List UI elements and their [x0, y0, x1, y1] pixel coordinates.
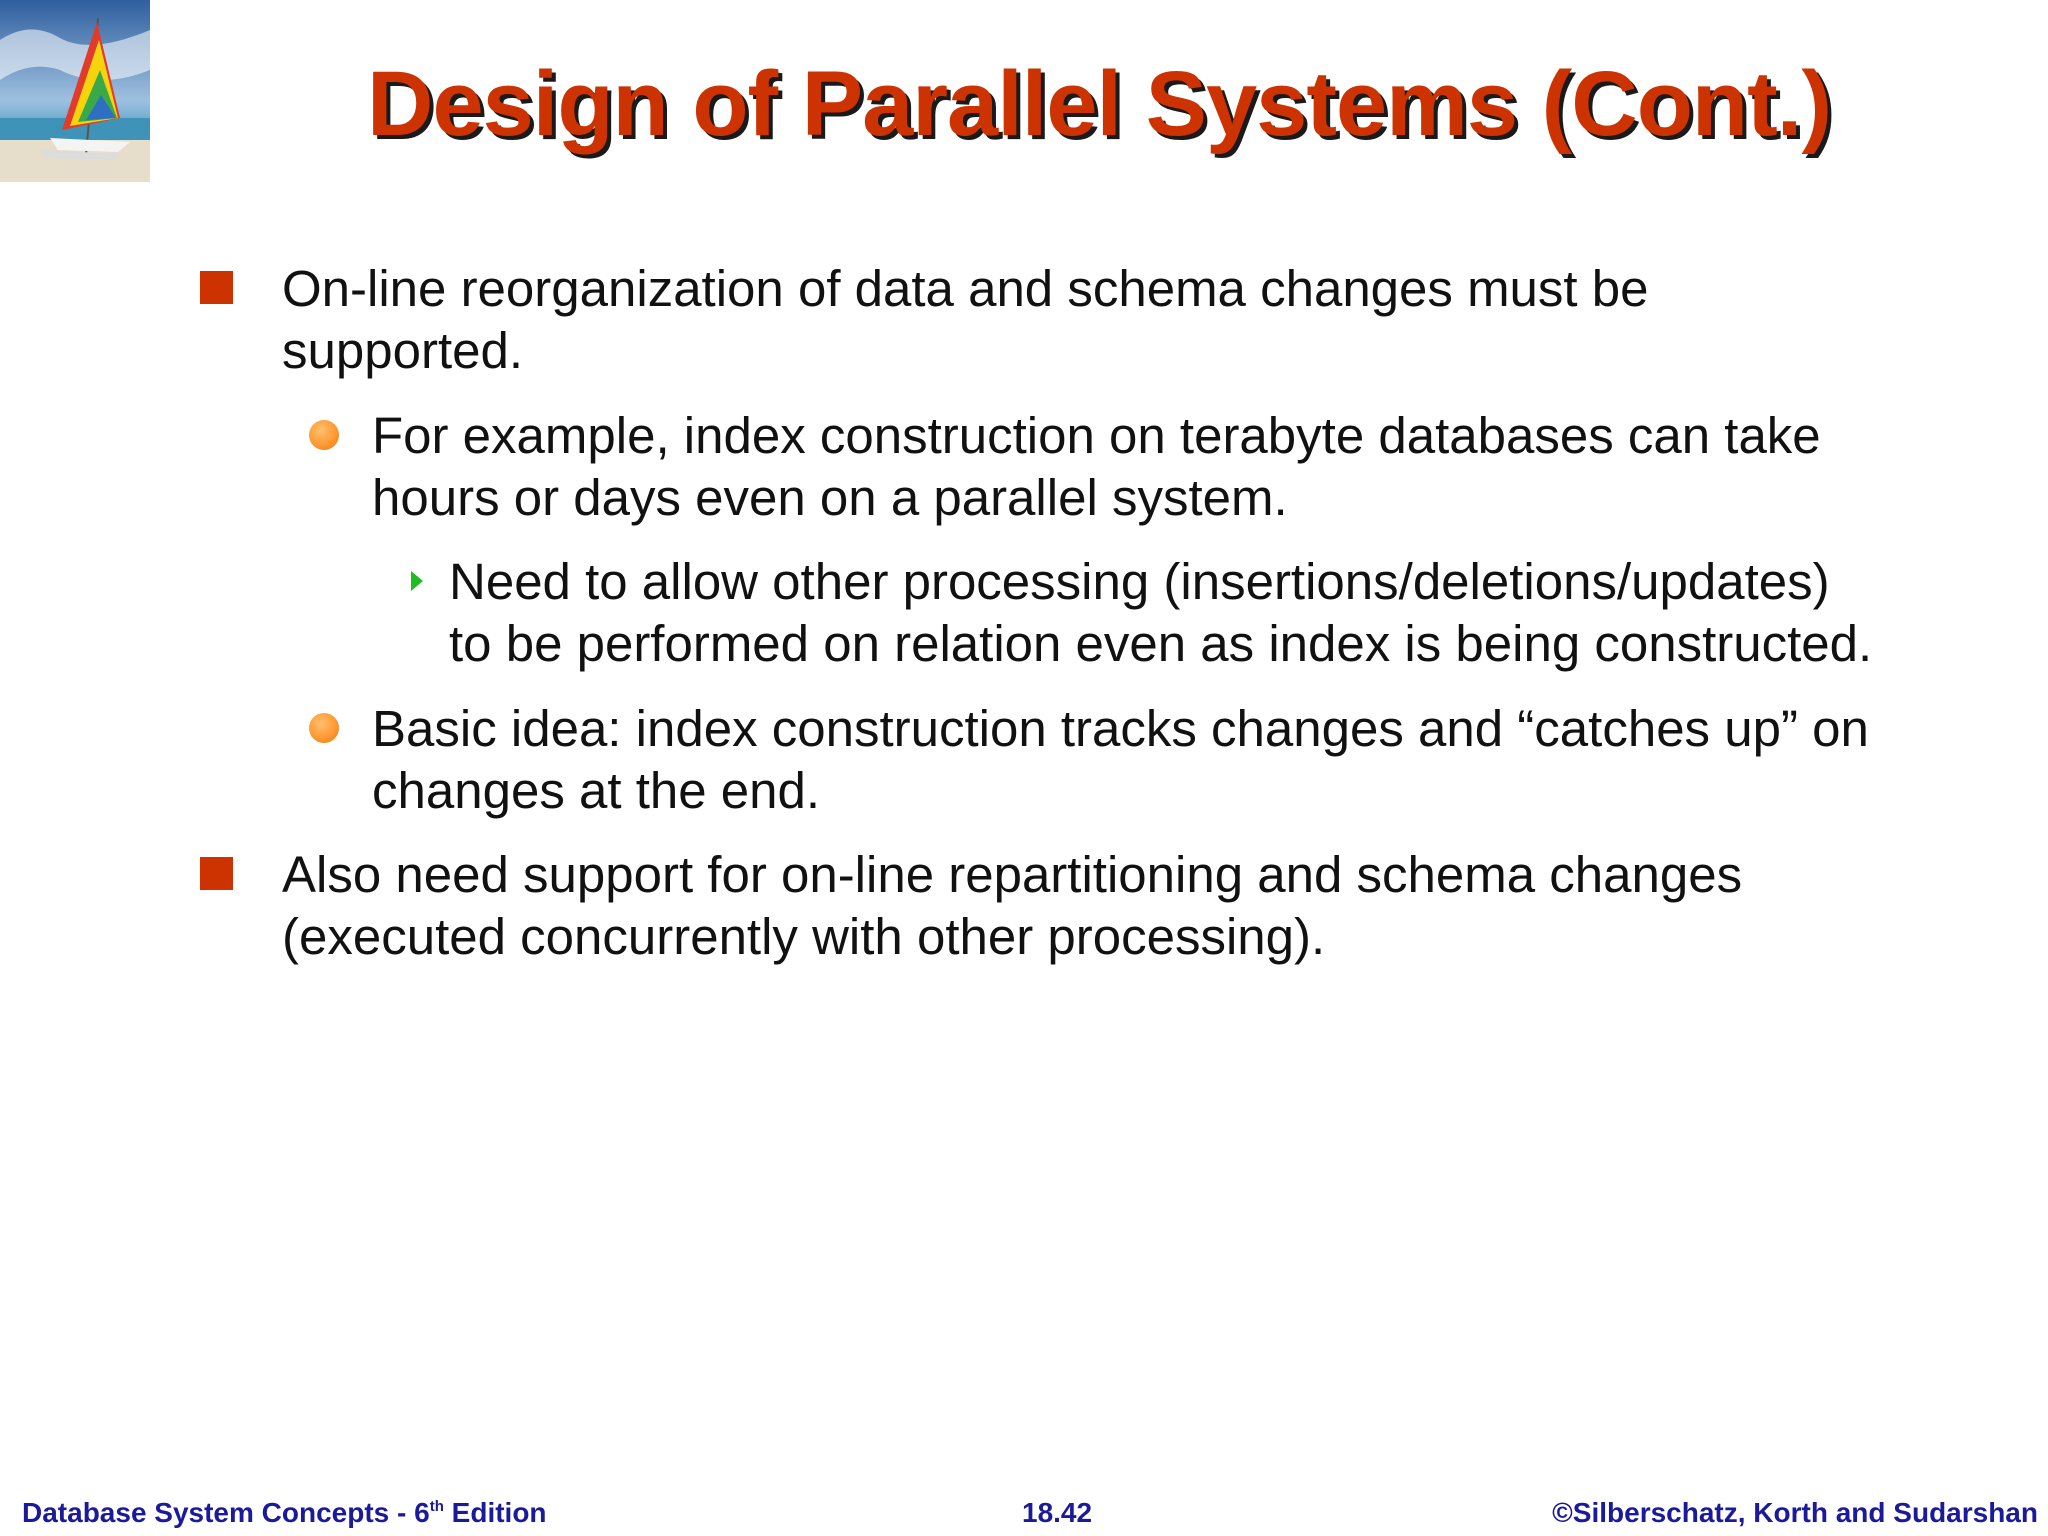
square-bullet-icon — [200, 857, 233, 890]
bullet-line: Basic idea: index construction tracks changes and “catches up” on — [372, 700, 1869, 757]
copyright: ©Silberschatz, Korth and Sudarshan — [1552, 1497, 2038, 1528]
sailboat-logo — [0, 0, 150, 182]
bullet-line: Also need support for on-line repartitioning and schema changes — [282, 846, 1743, 903]
edition-superscript: th — [429, 1498, 444, 1515]
bullet-line: to be performed on relation even as index is being constructed. — [449, 615, 1873, 672]
bullet-line: (executed concurrently with other processing). — [282, 908, 1326, 965]
square-bullet-icon — [200, 271, 233, 304]
slide-title: Design of Parallel Systems (Cont.) — [367, 53, 1831, 155]
bullet-line: On-line reorganization of data and schema changes must be — [282, 260, 1649, 317]
circle-bullet-icon — [309, 713, 339, 743]
bullet-item-level3 — [449, 551, 2009, 675]
bullet-item-level1 — [282, 844, 1942, 968]
circle-bullet-icon — [309, 420, 339, 450]
bullet-line: hours or days even on a parallel system. — [372, 469, 1288, 526]
bullet-item-level2 — [372, 405, 1972, 529]
bullet-line: changes at the end. — [372, 762, 821, 819]
book-title — [22, 1497, 547, 1529]
bullet-item-level1 — [282, 258, 1942, 382]
bullet-line: For example, index construction on terabyte databases can take — [372, 407, 1821, 464]
book-title-suffix: Edition — [443, 1497, 547, 1528]
page-number: 18.42 — [1022, 1497, 1093, 1528]
book-title-prefix: Database System Concepts - 6 — [22, 1497, 430, 1528]
bullet-item-level2 — [372, 698, 1972, 822]
bullet-line: Need to allow other processing (insertions/deletions/updates) — [449, 553, 1830, 610]
triangle-bullet-icon — [411, 571, 423, 591]
slide-footer — [0, 1497, 2048, 1533]
bullet-line: supported. — [282, 322, 524, 379]
